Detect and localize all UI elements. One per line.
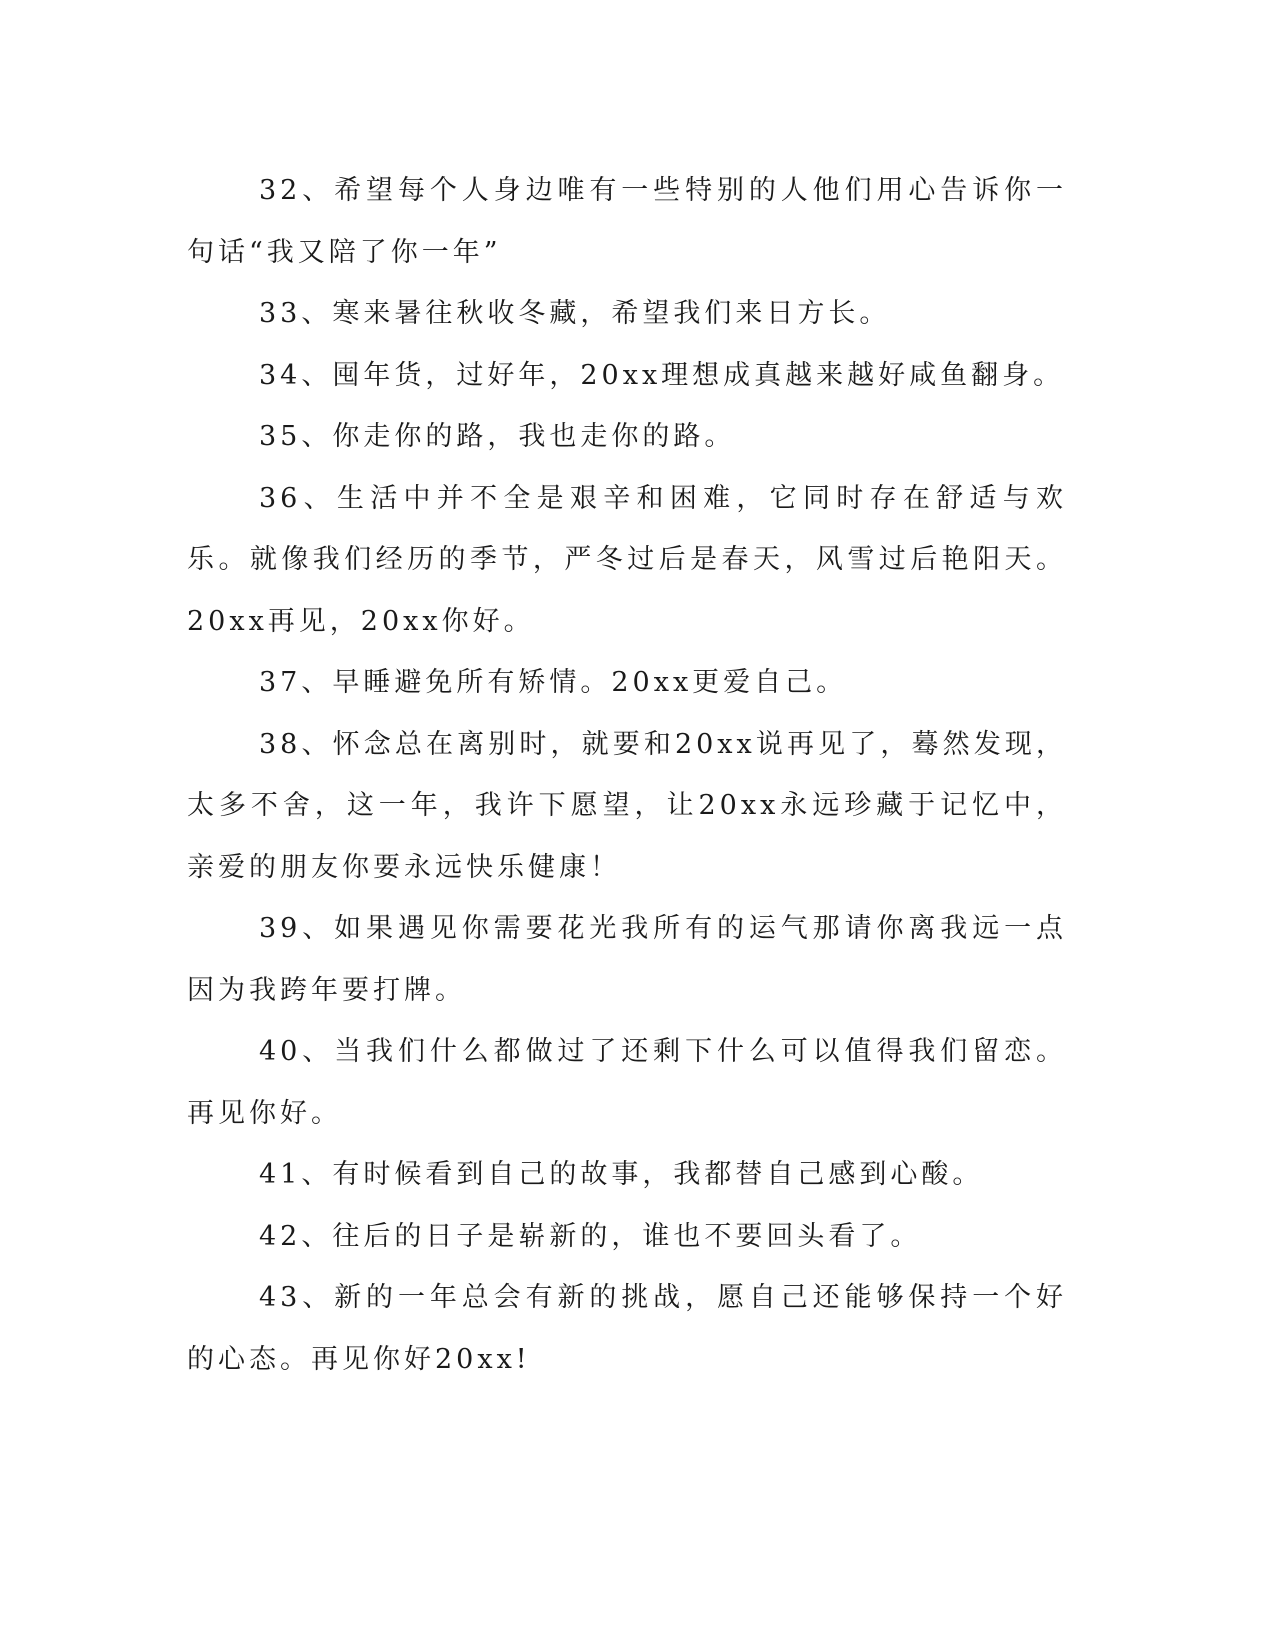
paragraph-41: 41、有时候看到自己的故事，我都替自己感到心酸。	[259, 1159, 984, 1190]
paragraph-38: 38、怀念总在离别时，就要和20xx说再见了，蓦然发现，太多不舍，这一年，我许下愿望，让20xx永远珍藏于记忆中，亲爱的朋友你要永远快乐健康！	[187, 728, 1067, 883]
paragraph-34: 34、囤年货，过好年，20xx理想成真越来越好咸鱼翻身。	[259, 359, 1065, 391]
paragraph-35: 35、你走你的路，我也走你的路。	[259, 421, 736, 452]
paragraph-36: 36、生活中并不全是艰辛和困难，它同时存在舒适与欢乐。就像我们经历的季节，严冬过后是春天，风雪过后艳阳天。20xx再见，20xx你好。	[187, 482, 1067, 637]
paragraph-37: 37、早睡避免所有矫情。20xx更爱自己。	[259, 667, 848, 698]
paragraph-32: 32、希望每个人身边唯有一些特别的人他们用心告诉你一句话“我又陪了你一年”	[187, 175, 1067, 268]
paragraph-43: 43、新的一年总会有新的挑战，愿自己还能够保持一个好的心态。再见你好20xx!	[187, 1282, 1067, 1375]
document-body	[187, 160, 1067, 1390]
paragraph-39: 39、如果遇见你需要花光我所有的运气那请你离我远一点因为我跨年要打牌。	[187, 913, 1067, 1006]
paragraph-40: 40、当我们什么都做过了还剩下什么可以值得我们留恋。再见你好。	[187, 1036, 1067, 1129]
paragraph-33: 33、寒来暑往秋收冬藏，希望我们来日方长。	[259, 298, 891, 329]
paragraph-42: 42、往后的日子是崭新的，谁也不要回头看了。	[259, 1220, 922, 1252]
